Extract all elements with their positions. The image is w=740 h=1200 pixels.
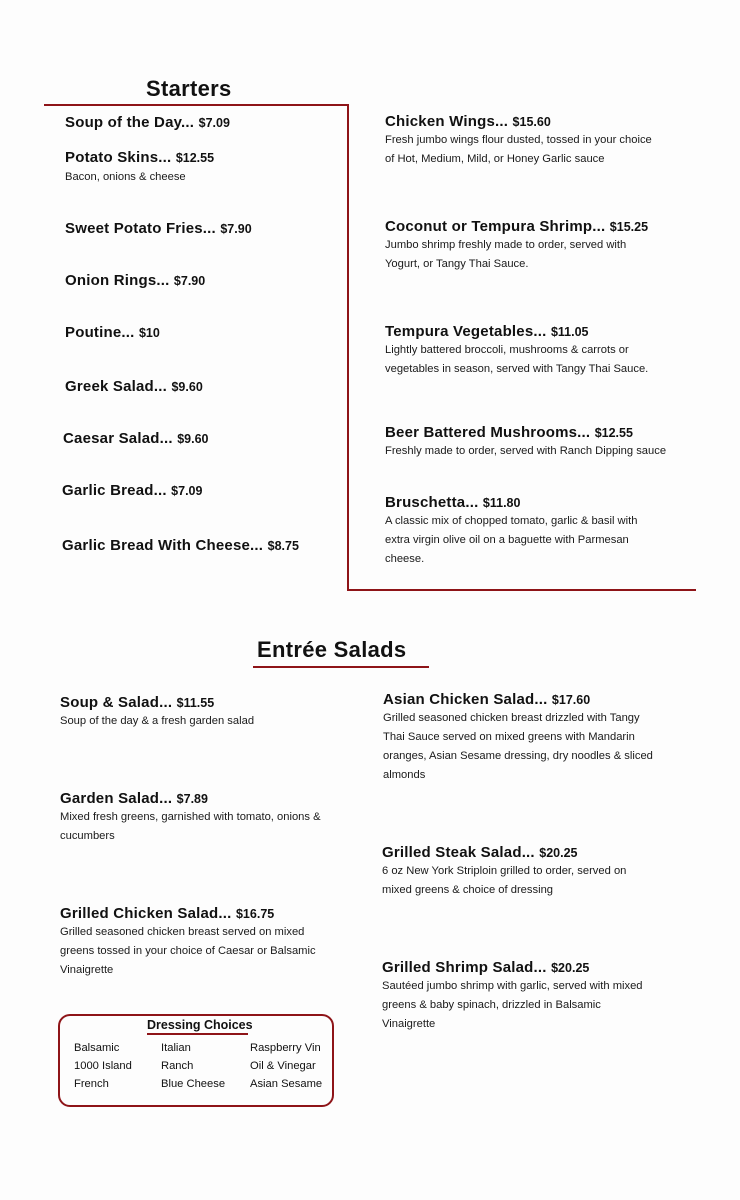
- starters-top-rule: [44, 104, 349, 106]
- item-name: Poutine...: [65, 324, 135, 341]
- item-price: $10: [138, 326, 160, 340]
- item-price: $15.60: [512, 115, 551, 129]
- menu-item: [65, 378, 203, 396]
- item-description: A classic mix of chopped tomato, garlic & basil with: [385, 515, 638, 527]
- item-price: $7.89: [176, 792, 208, 806]
- item-description: Thai Sauce served on mixed greens with Mandarin: [383, 731, 635, 743]
- dressing-option: French: [74, 1078, 109, 1090]
- item-description: greens tossed in your choice of Caesar or Balsamic: [60, 945, 316, 957]
- item-name: Grilled Steak Salad...: [382, 844, 535, 861]
- menu-item: [65, 272, 205, 290]
- menu-item: [382, 959, 643, 1034]
- item-name: Chicken Wings...: [385, 113, 509, 130]
- item-price: $20.25: [551, 961, 590, 975]
- item-description: mixed greens & choice of dressing: [382, 884, 554, 896]
- item-description: greens & baby spinach, drizzled in Balsamic: [382, 999, 601, 1011]
- menu-item: [62, 537, 299, 555]
- dressing-choices-title: Dressing Choices: [147, 1018, 253, 1032]
- menu-item: [60, 790, 321, 846]
- dressing-option: Oil & Vinegar: [250, 1060, 316, 1072]
- menu-item: [385, 113, 652, 169]
- item-description: Freshly made to order, served with Ranch Dipping sauce: [385, 445, 667, 457]
- salads-heading: Entrée Salads: [257, 637, 407, 662]
- item-name: Beer Battered Mushrooms...: [385, 424, 591, 441]
- item-price: $20.25: [539, 846, 578, 860]
- item-name: Grilled Chicken Salad...: [60, 905, 232, 922]
- dressing-option: Asian Sesame: [250, 1078, 323, 1090]
- item-description: almonds: [383, 769, 426, 781]
- item-description: Mixed fresh greens, garnished with tomato, onions &: [60, 811, 321, 823]
- menu-item: [385, 424, 666, 461]
- item-description: extra virgin olive oil on a baguette with Parmesan: [385, 534, 629, 546]
- menu-item: [65, 324, 160, 342]
- menu-item: [60, 694, 254, 731]
- item-description: Yogurt, or Tangy Thai Sauce.: [385, 258, 529, 270]
- dressing-option: Balsamic: [74, 1042, 120, 1054]
- dressing-title-wrap: [147, 1018, 253, 1035]
- item-description: Grilled seasoned chicken breast served on mixed: [60, 926, 305, 938]
- item-price: $7.90: [173, 274, 206, 288]
- item-name: Garlic Bread...: [62, 482, 167, 499]
- item-name: Garden Salad...: [60, 790, 173, 807]
- menu-item: [382, 844, 626, 900]
- item-description: Bacon, onions & cheese: [65, 171, 186, 183]
- item-name: Garlic Bread With Cheese...: [62, 537, 264, 554]
- menu-item: [65, 114, 230, 132]
- item-price: $7.09: [171, 484, 203, 498]
- dressing-option: Blue Cheese: [161, 1078, 226, 1090]
- item-description: Sautéed jumbo shrimp with garlic, served with mixed: [382, 980, 643, 992]
- item-description: Soup of the day & a fresh garden salad: [60, 715, 255, 727]
- menu-item: [385, 494, 637, 569]
- item-description: Lightly battered broccoli, mushrooms & carrots or: [385, 344, 629, 356]
- item-name: Potato Skins...: [65, 149, 172, 166]
- item-name: Onion Rings...: [65, 272, 170, 289]
- item-price: $9.60: [171, 380, 203, 394]
- item-description: Vinaigrette: [60, 964, 114, 976]
- item-name: Tempura Vegetables...: [385, 323, 547, 340]
- dressing-option: Raspberry Vin: [250, 1042, 321, 1054]
- item-description: Fresh jumbo wings flour dusted, tossed in your choice: [385, 134, 652, 146]
- item-name: Greek Salad...: [65, 378, 168, 395]
- item-price: $7.09: [198, 116, 230, 130]
- item-description: Grilled seasoned chicken breast drizzled with Tangy: [383, 712, 640, 724]
- item-price: $11.80: [482, 496, 521, 510]
- starters-vertical-rule: [347, 104, 349, 591]
- item-price: $16.75: [235, 907, 275, 921]
- item-name: Caesar Salad...: [63, 430, 173, 447]
- item-price: $15.25: [609, 220, 649, 234]
- menu-item: [60, 905, 316, 980]
- item-description: oranges, Asian Sesame dressing, dry noodles & sliced: [383, 750, 653, 762]
- item-description: Jumbo shrimp freshly made to order, served with: [385, 239, 627, 251]
- salads-heading-underline: [253, 666, 429, 668]
- menu-item: [385, 218, 648, 274]
- item-description: vegetables in season, served with Tangy Thai Sauce.: [385, 363, 649, 375]
- item-price: $11.55: [176, 696, 215, 710]
- starters-bottom-rule: [347, 589, 696, 591]
- item-name: Bruschetta...: [385, 494, 479, 511]
- item-price: $12.55: [594, 426, 633, 440]
- item-name: Grilled Shrimp Salad...: [382, 959, 547, 976]
- item-description: cucumbers: [60, 830, 115, 842]
- dressing-option: Ranch: [161, 1060, 194, 1072]
- item-description: cheese.: [385, 553, 425, 565]
- item-name: Coconut or Tempura Shrimp...: [385, 218, 606, 235]
- item-description: Vinaigrette: [382, 1018, 436, 1030]
- item-description: 6 oz New York Striploin grilled to order, served on: [382, 865, 627, 877]
- item-name: Soup & Salad...: [60, 694, 173, 711]
- item-name: Sweet Potato Fries...: [65, 220, 216, 237]
- menu-item: [65, 220, 252, 238]
- item-price: $8.75: [267, 539, 299, 553]
- item-name: Asian Chicken Salad...: [383, 691, 548, 708]
- item-price: $9.60: [177, 432, 209, 446]
- item-price: $7.90: [220, 222, 252, 236]
- item-price: $12.55: [175, 151, 215, 165]
- menu-item: [385, 323, 648, 379]
- dressing-title-underline: [147, 1033, 248, 1035]
- item-name: Soup of the Day...: [65, 114, 195, 131]
- item-price: $17.60: [551, 693, 591, 707]
- item-description: of Hot, Medium, Mild, or Honey Garlic sauce: [385, 153, 605, 165]
- dressing-option: Italian: [161, 1042, 191, 1054]
- starters-heading: Starters: [146, 76, 232, 101]
- menu-item: [63, 430, 208, 448]
- menu-item: [65, 149, 214, 187]
- dressing-option: 1000 Island: [74, 1060, 132, 1072]
- menu-item: [383, 691, 653, 785]
- item-price: $11.05: [550, 325, 589, 339]
- menu-item: [62, 482, 202, 500]
